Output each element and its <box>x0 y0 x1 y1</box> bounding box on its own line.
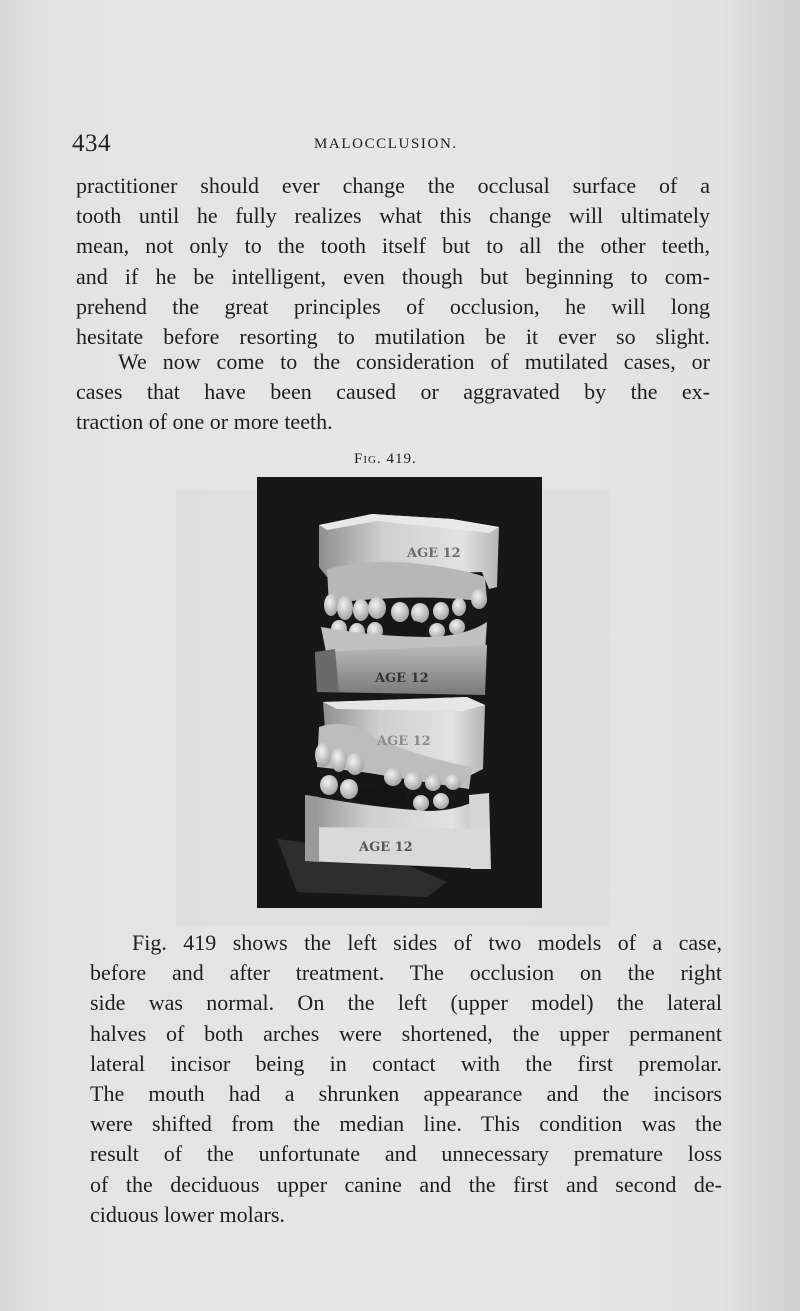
text-line: prehend the great principles of occlusion, he will long <box>76 293 710 319</box>
dental-models-illustration <box>257 477 542 908</box>
text-line: We now come to the consideration of mutilated cases, or <box>118 349 710 374</box>
text-line: and if he be intelligent, even though but beginning to com- <box>76 263 710 289</box>
lower-model-gap <box>351 785 407 805</box>
text-line: result of the unfortunate and unnecessary premature loss <box>90 1141 722 1167</box>
text-line: cases that have been caused or aggravated by the ex- <box>76 379 710 405</box>
figure-label-prefix: Fig. <box>354 451 382 467</box>
text-line: side was normal. On the left (upper model) the lateral <box>90 990 722 1016</box>
text-line: hesitate before resorting to mutilation be it ever so slight. <box>76 324 710 350</box>
text-line: ciduous lower molars. <box>90 1201 285 1227</box>
text-line: of the deciduous upper canine and the first and second de- <box>90 1171 722 1197</box>
text-line: were shifted from the median line. This condition was the <box>90 1111 722 1137</box>
text-line: Fig. 419 shows the left sides of two models of a case, <box>132 930 722 955</box>
figure-label <box>354 451 417 468</box>
upper-model-gap <box>400 621 426 637</box>
age-stamp-lower-top: AGE 12 <box>377 734 431 749</box>
text-line: traction of one or more teeth. <box>76 409 333 435</box>
page-number: 434 <box>72 130 111 157</box>
figure-label-number: 419. <box>386 451 417 467</box>
dental-models-photograph <box>257 477 542 908</box>
text-line: tooth until he fully realizes what this change will ultimately <box>76 203 710 229</box>
age-stamp-lower-base: AGE 12 <box>359 840 413 855</box>
text-line: lateral incisor being in contact with the first premolar. <box>90 1050 722 1076</box>
text-line: practitioner should ever change the occlusal surface of a <box>76 173 710 198</box>
page-header <box>72 130 712 162</box>
text-line: mean, not only to the tooth itself but to all the other teeth, <box>76 233 710 259</box>
paragraph-mutilated-cases <box>76 347 710 438</box>
paragraph-figure-description <box>90 928 722 1230</box>
lower-model <box>305 697 491 869</box>
paragraph-continuation <box>76 171 710 352</box>
age-stamp-upper-top: AGE 12 <box>407 546 461 561</box>
age-stamp-upper-base: AGE 12 <box>375 671 429 686</box>
text-line: halves of both arches were shortened, the upper permanent <box>90 1020 722 1046</box>
text-line: The mouth had a shrunken appearance and the incisors <box>90 1081 722 1107</box>
running-head: MALOCCLUSION. <box>314 136 458 152</box>
text-line: before and after treatment. The occlusion on the right <box>90 960 722 986</box>
